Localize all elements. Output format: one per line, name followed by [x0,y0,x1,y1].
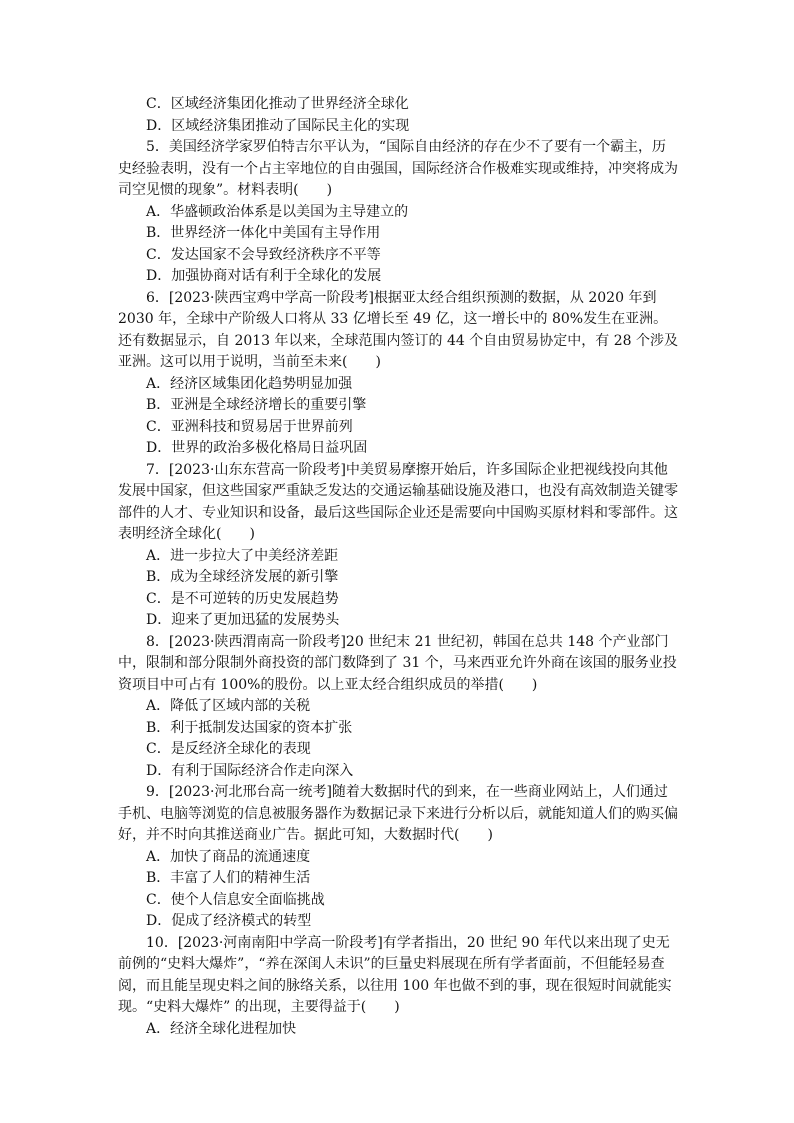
option-b: B．亚洲是全球经济增长的重要引擎 [146,397,367,413]
option-b: B．丰富了人们的精神生活 [146,870,311,886]
option-d: D．促成了经济模式的转型 [146,913,312,929]
option-4d: D．区域经济集团推动了国际民主化的实现 [146,117,410,134]
option-d: D．加强协商对话有利于全球化的发展 [146,268,382,284]
option-a: A．华盛顿政治体系是以美国为主导建立的 [146,203,409,220]
question-5 [118,137,678,288]
option-b: B．成为全球经济发展的新引擎 [146,569,339,585]
option-a: A．进一步拉大了中美经济差距 [146,547,339,564]
option-d: D．有利于国际经济合作走向深入 [146,762,354,779]
option-a: A．加快了商品的流通速度 [146,848,311,865]
question-stem: 5．美国经济学家罗伯特吉尔平认为，“国际自由经济的存在少不了要有一个霸主，历史经验表明，没有一个占主宰地位的自由强国，国际经济合作极难实现或维持，冲突将成为司空见惯的现象”。材料表明( ) [118,139,678,198]
option-a: A．降低了区域内部的关税 [146,698,311,714]
option-c: C．使个人信息安全面临挑战 [146,891,325,908]
question-9 [118,782,678,933]
question-stem: 9．[2023·河北邢台高一统考]随着大数据时代的到来，在一些商业网站上，人们通过手机、电脑等浏览的信息被服务器作为数据记录下来进行分析以后，就能知道人们的购买偏好，并不时向其推送商业广告。据此可知，大数据时代( ) [118,784,678,843]
option-c: C．是反经济全球化的表现 [146,741,311,757]
question-4-tail [118,94,678,137]
option-4c: C．区域经济集团化推动了世界经济全球化 [146,96,409,112]
option-c: C．发达国家不会导致经济秩序不平等 [146,246,381,263]
option-a: A．经济区域集团化趋势明显加强 [146,375,353,392]
question-10 [118,933,678,1041]
question-8 [118,632,678,783]
question-stem: 8．[2023·陕西渭南高一阶段考]20 世纪末 21 世纪初，韩国在总共 148 个产业部门中，限制和部分限制外商投资的部门数降到了 31 个，马来西亚允许外商在该国的服务业投资项目中可占有 100%的股份。以上亚太经合组织成员的举措( ) [118,633,677,693]
question-stem: 6．[2023·陕西宝鸡中学高一阶段考]根据亚太经合组织预测的数据，从 2020 年到 2030 年，全球中产阶级人口将从 33 亿增长至 49 亿，这一增长中的 80%发生在亚洲。还有数据显示，自 2013 年以来，全球范围内签订的 44 个自由贸易协定中，有 28 个涉及亚洲。这可以用于说明，当前至未来( ) [118,289,678,370]
option-c: C．是不可逆转的历史发展趋势 [146,590,339,607]
question-stem: 7．[2023·山东东营高一阶段考]中美贸易摩擦开始后，许多国际企业把视线投向其他发展中国家，但这些国家严重缺乏发达的交通运输基础设施及港口，也没有高效制造关键零部件的人才、专业知识和设备，最后这些国际企业还是需要向中国购买原材料和零部件。这表明经济全球化( ) [118,461,678,542]
option-b: B．利于抵制发达国家的资本扩张 [146,719,353,736]
question-list [118,94,678,1040]
option-d: D．迎来了更加迅猛的发展势头 [146,612,340,628]
question-6 [118,288,678,460]
option-d: D．世界的政治多极化格局日益巩固 [146,440,368,456]
option-b: B．世界经济一体化中美国有主导作用 [146,225,381,241]
option-c: C．亚洲科技和贸易居于世界前列 [146,418,353,435]
question-stem: 10．[2023·河南南阳中学高一阶段考]有学者指出，20 世纪 90 年代以来出现了史无前例的“史料大爆炸”，“养在深闺人未识”的巨量史料展现在所有学者面前，不但能轻易查阅，而且能呈现史料之间的脉络关系，以往用 100 年也做不到的事，现在很短时间就能实现。“史料大爆炸” 的出现，主要得益于( ) [118,934,672,1015]
option-a: A．经济全球化进程加快 [146,1020,297,1037]
question-7 [118,460,678,632]
